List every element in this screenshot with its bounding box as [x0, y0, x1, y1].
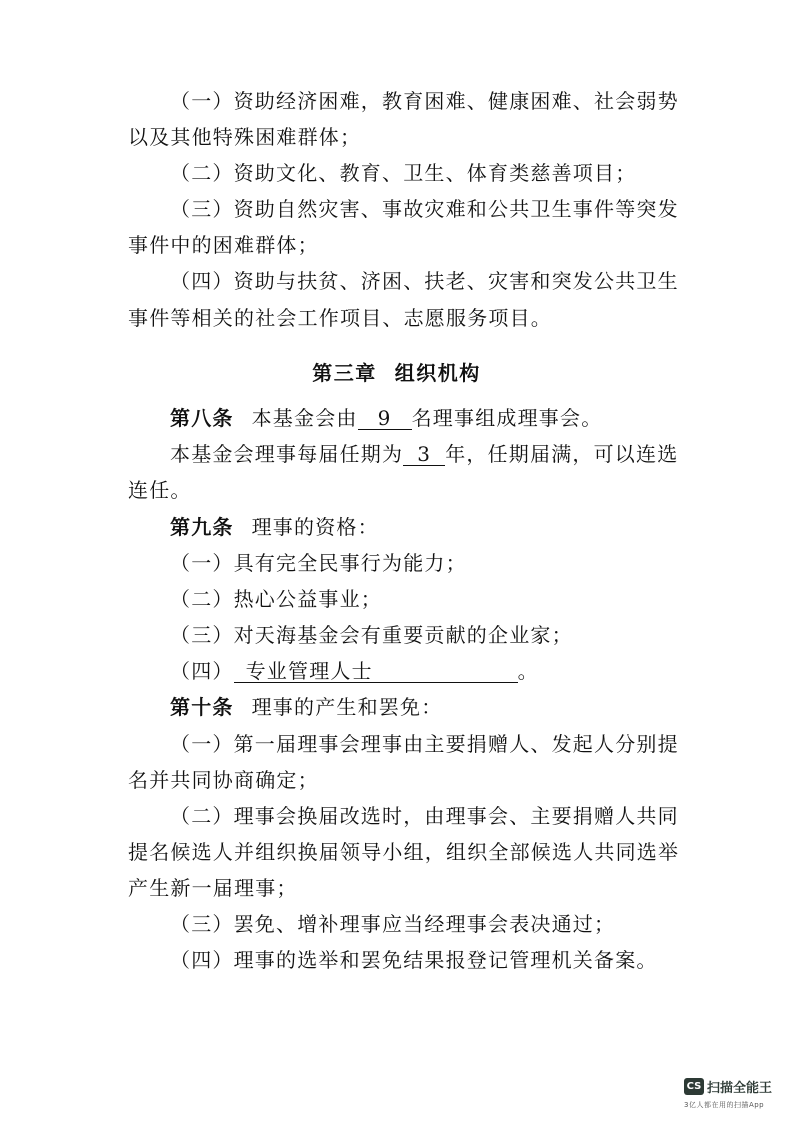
list-item: （三）对天海基金会有重要贡献的企业家； — [170, 623, 573, 647]
chapter-title: 组织机构 — [394, 361, 481, 385]
article-text: 本基金会由 — [251, 406, 358, 430]
list-item: （四）资助与扶贫、济困、扶老、灾害和突发公共卫生 — [170, 269, 679, 293]
article-text: 年，任期届满，可以连选 — [445, 442, 679, 466]
list-item: （一）第一届理事会理事由主要捐赠人、发起人分别提 — [170, 732, 679, 756]
list-item — [170, 658, 539, 684]
article-text: 名理事组成理事会。 — [411, 406, 603, 430]
scanner-watermark — [684, 1076, 784, 1110]
list-item: （三）罢免、增补理事应当经理事会表决通过； — [170, 912, 616, 936]
list-item-cont: 事件等相关的社会工作项目、志愿服务项目。 — [128, 306, 552, 330]
list-item-cont: 提名候选人并组织换届领导小组，组织全部候选人共同选举 — [128, 840, 680, 864]
list-item-cont: 名并共同协商确定； — [128, 768, 319, 792]
article-label: 第十条 — [170, 695, 234, 719]
watermark-name: 扫描全能王 — [707, 1081, 773, 1096]
qualification-fill: 专业管理人士 — [234, 660, 518, 683]
list-item: （三）资助自然灾害、事故灾难和公共卫生事件等突发 — [170, 197, 679, 221]
camscanner-logo-icon: CS — [684, 1078, 704, 1095]
item-prefix: （四） — [170, 659, 234, 683]
article-8-term-cont: 连任。 — [128, 478, 192, 502]
article-8 — [170, 405, 602, 431]
chapter-heading — [0, 360, 793, 386]
article-text: 本基金会理事每届任期为 — [170, 442, 404, 466]
article-10 — [170, 694, 442, 720]
list-item: （二）资助文化、教育、卫生、体育类慈善项目； — [170, 161, 637, 185]
list-item-cont: 以及其他特殊困难群体； — [128, 125, 362, 149]
board-size-fill: 9 — [358, 407, 412, 430]
list-item: （四）理事的选举和罢免结果报登记管理机关备案。 — [170, 948, 658, 972]
article-heading: 理事的产生和罢免： — [251, 695, 443, 719]
chapter-number: 第三章 — [312, 361, 377, 385]
article-label: 第九条 — [170, 515, 234, 539]
list-item: （二）热心公益事业； — [170, 587, 382, 611]
list-item-cont: 事件中的困难群体； — [128, 233, 319, 257]
list-item: （二）理事会换届改选时，由理事会、主要捐赠人共同 — [170, 804, 679, 828]
watermark-tagline: 3亿人都在用的扫描App — [684, 1101, 765, 1109]
article-8-term — [170, 441, 678, 467]
term-years-fill: 3 — [403, 443, 445, 466]
article-label: 第八条 — [170, 406, 234, 430]
list-item: （一）资助经济困难，教育困难、健康困难、社会弱势 — [170, 89, 679, 113]
list-item: （一）具有完全民事行为能力； — [170, 551, 467, 575]
article-9 — [170, 514, 379, 540]
list-item-cont: 产生新一届理事； — [128, 876, 298, 900]
item-suffix: 。 — [517, 659, 539, 683]
article-heading: 理事的资格： — [251, 515, 379, 539]
